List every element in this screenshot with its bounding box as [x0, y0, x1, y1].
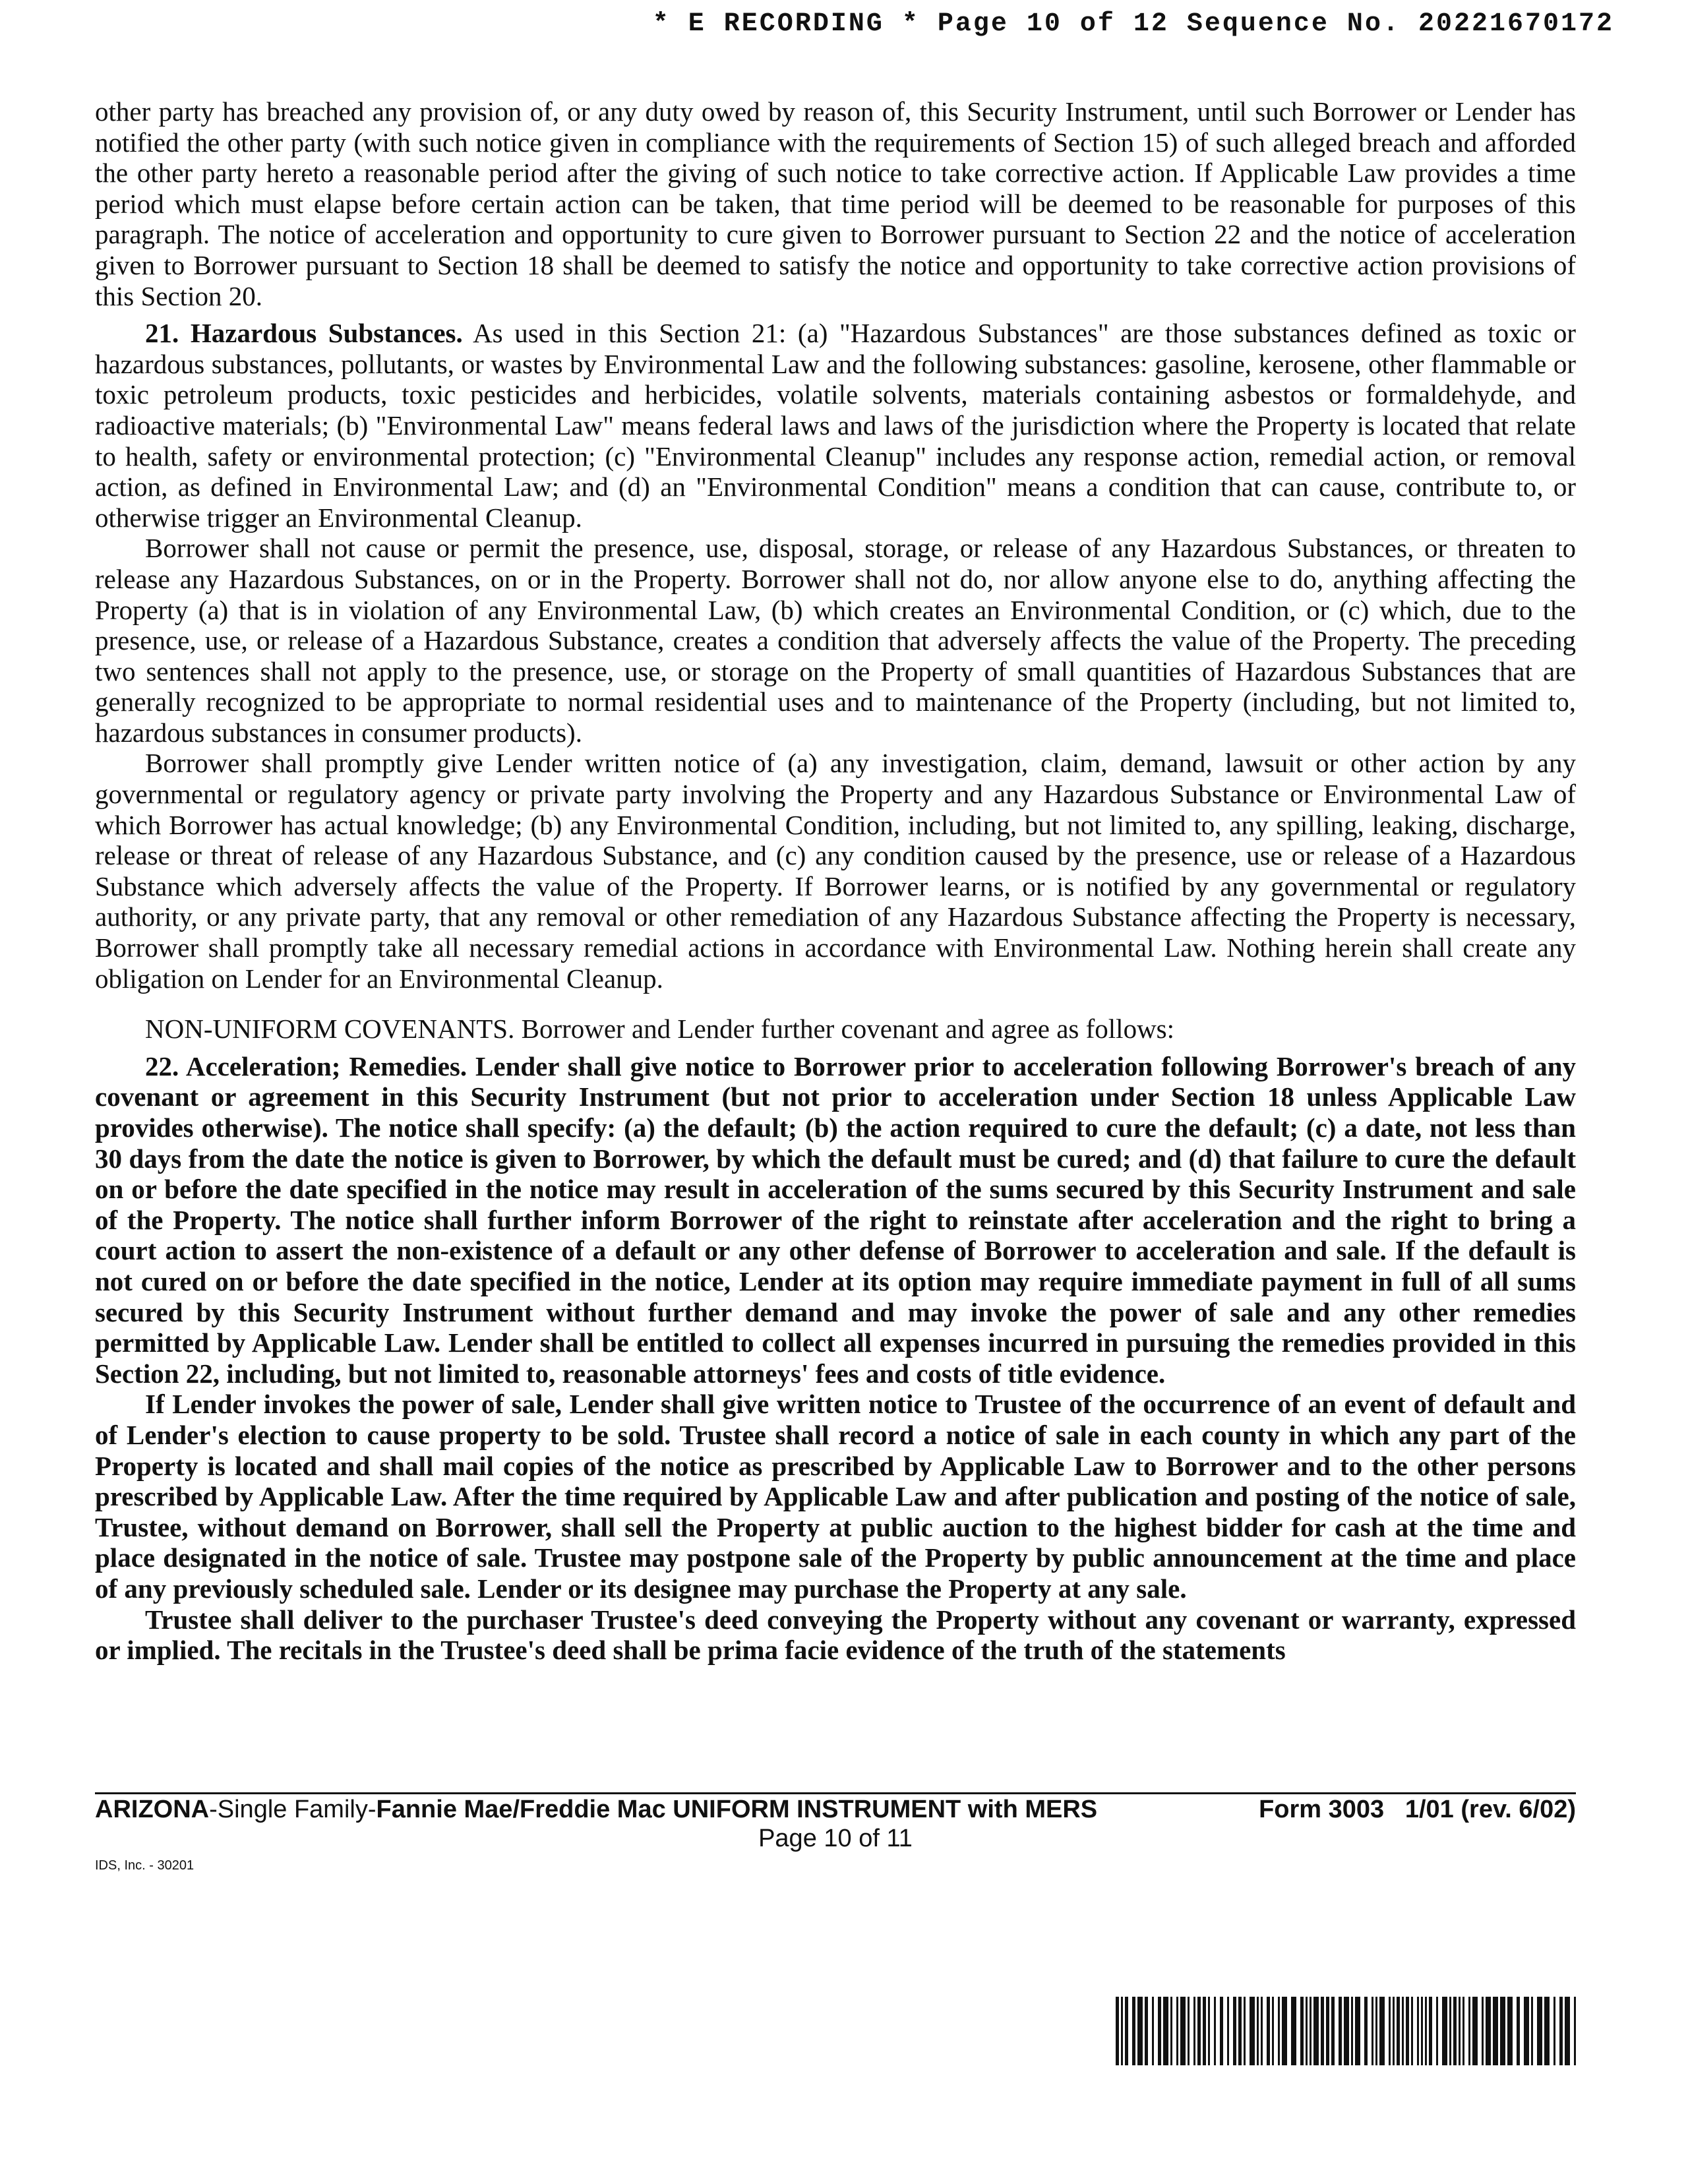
- barcode-bar: [1351, 1997, 1353, 2065]
- barcode-bar: [1559, 1997, 1563, 2065]
- barcode-bar: [1389, 1997, 1391, 2065]
- barcode-bar: [1197, 1997, 1201, 2065]
- barcode-bar: [1321, 1997, 1324, 2065]
- barcode-bar: [1310, 1997, 1311, 2065]
- section-20-continuation: other party has breached any provision of, or any duty owed by reason of, this Security Instrument, until such Borrower or Lender has notified the other party (with such notice given in compliance with the requirements of Section 15) of such alleged breach and afforded the other party hereto a reasonable period after the giving of such notice to take corrective action. If Applicable Law provides a time period which must elapse before certain action can be taken, that time period will be deemed to be reasonable for purposes of this paragraph. The notice of acceleration and opportunity to cure given to Borrower pursuant to Section 22 and the notice of acceleration given to Borrower pursuant to Section 18 shall be deemed to satisfy the notice and opportunity to take corrective action provisions of this Section 20.: [95, 96, 1576, 311]
- barcode-bar: [1300, 1997, 1304, 2065]
- barcode-bar: [1468, 1997, 1470, 2065]
- barcode-bar: [1449, 1997, 1451, 2065]
- barcode-bar: [1442, 1997, 1447, 2065]
- barcode-bar: [1406, 1997, 1409, 2065]
- barcode-bar: [1121, 1997, 1123, 2065]
- barcode-bar: [1517, 1997, 1520, 2065]
- barcode-bar: [1574, 1997, 1576, 2065]
- barcode-bar: [1553, 1997, 1555, 2065]
- barcode-bar: [1250, 1997, 1255, 2065]
- footer-divider: [95, 1792, 1576, 1794]
- barcode-bar: [1278, 1997, 1280, 2065]
- barcode-bar: [1531, 1997, 1533, 2065]
- barcode-bar: [1436, 1997, 1438, 2065]
- document-body: [95, 96, 1576, 1666]
- barcode-bar: [1524, 1997, 1529, 2065]
- barcode-bar: [1565, 1997, 1570, 2065]
- barcode-bar: [1261, 1997, 1263, 2065]
- non-uniform-covenants: NON-UNIFORM COVENANTS. Borrower and Lender further covenant and agree as follows:: [145, 1014, 1175, 1045]
- barcode-bar: [1379, 1997, 1385, 2065]
- barcode-bar: [1402, 1997, 1404, 2065]
- form-title: ARIZONA-Single Family-Fannie Mae/Freddie Mac UNIFORM INSTRUMENT with MERS: [95, 1796, 1098, 1823]
- section-22-paragraph-2: If Lender invokes the power of sale, Lender shall give written notice to Trustee of the occurrence of an event of default and of Lender's election to cause property to be sold. Trustee shall record a notice of sale in each county in which any part of the Property is located and shall mail copies of the notice as prescribed by Applicable Law to Borrower and to the other persons prescribed by Applicable Law. After the time required by Applicable Law and after publication and posting of the notice of sale, Trustee, without demand on Borrower, shall sell the Property at public auction to the highest bidder for cash at the time and place designated in the notice of sale. Trustee may postpone sale of the Property by public announcement at the time and place of any previously scheduled sale. Lender or its designee may purchase the Property at any sale.: [95, 1389, 1576, 1604]
- barcode-bar: [1132, 1997, 1135, 2065]
- section-21-text: As used in this Section 21: (a) "Hazardous Substances" are those substances defined as toxic or hazardous substances, pollutants, or wastes by Environmental Law and the following substances: gasoline, kerosene, other flammable or toxic petroleum products, toxic pesticides and herbicides, volatile solvents, materials containing asbestos or formaldehyde, and radioactive materials; (b) "Environmental Law" means federal laws and laws of the jurisdiction where the Property is located that relate to health, safety or environmental protection; (c) "Environmental Cleanup" includes any response action, remedial action, or removal action, as defined in Environmental Law; and (d) an "Environmental Condition" means a condition that can cause, contribute to, or otherwise trigger an Environmental Cleanup.: [95, 318, 1576, 533]
- barcode-bar: [1227, 1997, 1229, 2065]
- barcode-bar: [1170, 1997, 1172, 2065]
- barcode-bar: [1482, 1997, 1484, 2065]
- barcode-bar: [1145, 1997, 1148, 2065]
- barcode-bar: [1158, 1997, 1161, 2065]
- barcode-bar: [1411, 1997, 1413, 2065]
- barcode-bar: [1493, 1997, 1498, 2065]
- barcode-bar: [1125, 1997, 1128, 2065]
- barcode-bar: [1272, 1997, 1274, 2065]
- barcode-bar: [1355, 1997, 1360, 2065]
- barcode-bar: [1193, 1997, 1195, 2065]
- barcode-bar: [1176, 1997, 1178, 2065]
- barcode-bar: [1244, 1997, 1246, 2065]
- barcode-bar: [1372, 1997, 1373, 2065]
- barcode-bar: [1326, 1997, 1329, 2065]
- section-21-paragraph-3: Borrower shall promptly give Lender written notice of (a) any investigation, claim, demand, lawsuit or other action by any governmental or regulatory agency or private party involving the Property and any Hazardous Substance or Environmental Law of which Borrower has actual knowledge; (b) any Environmental Condition, including, but not limited to, any spilling, leaking, discharge, release or threat of release of any Hazardous Substance, and (c) any condition caused by the presence, use or release of a Hazardous Substance which adversely affects the value of the Property. If Borrower learns, or is notified by any governmental or regulatory authority, or any private party, that any removal or other remediation of any Hazardous Substance affecting the Property is necessary, Borrower shall promptly take all necessary remedial actions in accordance with Environmental Law. Nothing herein shall create any obligation on Lender for an Environmental Cleanup.: [95, 748, 1576, 994]
- barcode-bar: [1472, 1997, 1478, 2065]
- barcode-bar: [1238, 1997, 1242, 2065]
- barcode-bar: [1393, 1997, 1395, 2065]
- barcode-bar: [1331, 1997, 1335, 2065]
- barcode-bar: [1500, 1997, 1505, 2065]
- barcode-bar: [1344, 1997, 1349, 2065]
- form-number: Form 3003 1/01 (rev. 6/02): [1259, 1796, 1576, 1823]
- page-number: Page 10 of 11: [758, 1825, 913, 1852]
- barcode-bar: [1208, 1997, 1210, 2065]
- barcode-bar: [1544, 1997, 1550, 2065]
- section-21-paragraph: [95, 318, 1576, 533]
- form-family: Single Family: [217, 1796, 368, 1823]
- barcode-bar: [1486, 1997, 1491, 2065]
- barcode-bar: [1306, 1997, 1308, 2065]
- barcode-bar: [1313, 1997, 1319, 2065]
- barcode-bar: [1267, 1997, 1270, 2065]
- footer-row: [95, 1795, 1576, 1824]
- barcode-bar: [1421, 1997, 1423, 2065]
- barcode-bar: [1453, 1997, 1457, 2065]
- barcode-bar: [1364, 1997, 1368, 2065]
- barcode-bar: [1180, 1997, 1186, 2065]
- barcode-bar: [1220, 1997, 1223, 2065]
- barcode-bar: [1282, 1997, 1287, 2065]
- barcode-bar: [1459, 1997, 1461, 2065]
- barcode-bar: [1429, 1997, 1432, 2065]
- form-footer: [95, 1795, 1576, 1853]
- barcode: [1116, 1997, 1579, 2065]
- barcode-bar: [1291, 1997, 1296, 2065]
- ids-code: IDS, Inc. - 30201: [95, 1858, 195, 1873]
- barcode-bar: [1417, 1997, 1419, 2065]
- barcode-bar: [1116, 1997, 1119, 2065]
- section-22-paragraph-3: Trustee shall deliver to the purchaser Trustee's deed conveying the Property without any covenant or warranty, expressed or implied. The recitals in the Trustee's deed shall be prima facie evidence of the truth of the statements: [95, 1604, 1576, 1666]
- barcode-bar: [1257, 1997, 1259, 2065]
- barcode-bar: [1537, 1997, 1542, 2065]
- barcode-bar: [1507, 1997, 1513, 2065]
- barcode-bar: [1425, 1997, 1427, 2065]
- barcode-bar: [1375, 1997, 1377, 2065]
- barcode-bar: [1203, 1997, 1206, 2065]
- barcode-bar: [1233, 1997, 1236, 2065]
- barcode-bar: [1397, 1997, 1400, 2065]
- form-state: ARIZONA: [95, 1796, 210, 1823]
- form-instrument: Fannie Mae/Freddie Mac UNIFORM INSTRUMENT with MERS: [376, 1796, 1098, 1823]
- recording-header: * E RECORDING * Page 10 of 12 Sequence No. 20221670172: [652, 9, 1614, 39]
- barcode-bar: [1339, 1997, 1342, 2065]
- barcode-bar: [1163, 1997, 1168, 2065]
- barcode-bar: [1462, 1997, 1464, 2065]
- barcode-bar: [1152, 1997, 1154, 2065]
- section-21-heading: 21. Hazardous Substances.: [145, 318, 463, 349]
- barcode-bar: [1188, 1997, 1190, 2065]
- barcode-bar: [1214, 1997, 1216, 2065]
- section-22-paragraph: 22. Acceleration; Remedies. Lender shall give notice to Borrower prior to acceleration following Borrower's breach of any covenant or agreement in this Security Instrument (but not prior to acceleration under Section 18 unless Applicable Law provides otherwise). The notice shall specify: (a) the default; (b) the action required to cure the default; (c) a date, not less than 30 days from the date the notice is given to Borrower, by which the default must be cured; and (d) that failure to cure the default on or before the date specified in the notice may result in acceleration of the sums secured by this Security Instrument and sale of the Property. The notice shall further inform Borrower of the right to reinstate after acceleration and the right to bring a court action to assert the non-existence of a default or any other defense of Borrower to acceleration and sale. If the default is not cured on or before the date specified in the notice, Lender at its option may require immediate payment in full of all sums secured by this Security Instrument without further demand and may invoke the power of sale and any other remedies permitted by Applicable Law. Lender shall be entitled to collect all expenses incurred in pursuing the remedies provided in this Section 22, including, but not limited to, reasonable attorneys' fees and costs of title evidence.: [95, 1050, 1576, 1389]
- barcode-bar: [1137, 1997, 1143, 2065]
- section-21-paragraph-2: Borrower shall not cause or permit the presence, use, disposal, storage, or release of any Hazardous Substances, or threaten to release any Hazardous Substances, on or in the Property. Borrower shall not do, nor allow anyone else to do, anything affecting the Property (a) that is in violation of any Environmental Law, (b) which creates an Environmental Condition, or (c) which, due to the presence, use, or release of a Hazardous Substance, creates a condition that adversely affects the value of the Property. The preceding two sentences shall not apply to the presence, use, or storage on the Property of small quantities of Hazardous Substances that are generally recognized to be appropriate to normal residential uses and to maintenance of the Property (including, but not limited to, hazardous substances in consumer products).: [95, 533, 1576, 748]
